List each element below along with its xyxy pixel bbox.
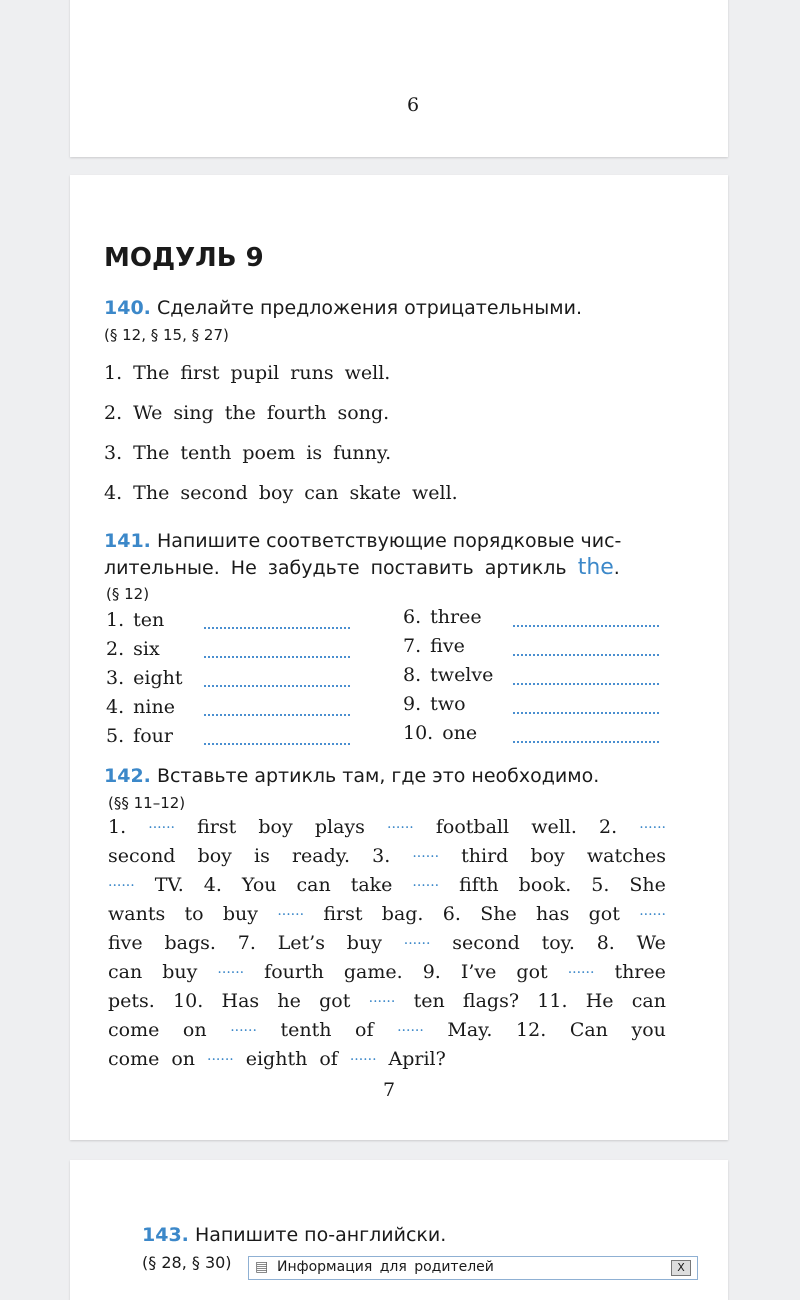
- answer-blank[interactable]: [513, 741, 659, 743]
- page-8: [70, 1160, 728, 1300]
- numeral-item: 8. twelve: [403, 664, 494, 686]
- word: TV.: [154, 874, 184, 896]
- word: come: [108, 1048, 160, 1070]
- word: come: [108, 1019, 160, 1041]
- numeral-item: 5. four: [106, 725, 173, 747]
- exercise-143-heading: [142, 1224, 446, 1246]
- word: on: [171, 1048, 196, 1070]
- exercise-number: 140.: [104, 297, 151, 319]
- answer-blank[interactable]: ......: [639, 816, 666, 832]
- word: to: [184, 903, 204, 925]
- exercise-number: 143.: [142, 1224, 189, 1246]
- word: 9.: [422, 961, 441, 983]
- word: ten: [413, 990, 445, 1012]
- exercise-title: Сделайте предложения отрицательными.: [156, 297, 583, 319]
- word: take: [350, 874, 393, 896]
- word: can: [296, 874, 331, 896]
- exercise-ref: (§ 12, § 15, § 27): [104, 326, 229, 344]
- document-icon: ▤: [255, 1259, 269, 1275]
- answer-blank[interactable]: ......: [108, 874, 135, 890]
- word: ready.: [291, 845, 351, 867]
- paragraph-line: [108, 874, 666, 896]
- word: She: [629, 874, 666, 896]
- word: first: [323, 903, 363, 925]
- module-title: МОДУЛЬ 9: [104, 243, 264, 273]
- word: you: [631, 1019, 666, 1041]
- numeral-item: 3. eight: [106, 667, 183, 689]
- word: eighth: [245, 1048, 308, 1070]
- word: buy: [162, 961, 198, 983]
- word: boy: [258, 816, 293, 838]
- answer-blank[interactable]: [204, 627, 350, 629]
- sentence: 1. The first pupil runs well.: [104, 362, 391, 384]
- page-number: 7: [383, 1079, 396, 1101]
- page-7: [70, 175, 728, 1140]
- info-bar-label: Информация для родителей: [277, 1259, 494, 1275]
- paragraph-line: [108, 932, 666, 954]
- word: Let’s: [277, 932, 325, 954]
- word: fourth: [264, 961, 324, 983]
- word: is: [254, 845, 270, 867]
- word: three: [614, 961, 666, 983]
- exercise-ref: (§ 12): [106, 585, 150, 603]
- word: You: [241, 874, 277, 896]
- answer-blank[interactable]: ......: [349, 1048, 377, 1064]
- answer-blank[interactable]: [204, 656, 350, 658]
- word: Can: [569, 1019, 608, 1041]
- numeral-item: 6. three: [403, 606, 482, 628]
- answer-blank[interactable]: ......: [230, 1019, 257, 1035]
- answer-blank[interactable]: ......: [148, 816, 175, 832]
- paragraph-line: [108, 1048, 446, 1070]
- word: 2.: [599, 816, 618, 838]
- word: 7.: [237, 932, 256, 954]
- word: game.: [343, 961, 403, 983]
- answer-blank[interactable]: [513, 654, 659, 656]
- word: football: [435, 816, 510, 838]
- page-6: [70, 0, 728, 157]
- close-button[interactable]: X: [671, 1260, 691, 1276]
- word: I’ve: [460, 961, 497, 983]
- word: toy.: [541, 932, 575, 954]
- word: boy: [197, 845, 232, 867]
- paragraph-line: [108, 990, 666, 1012]
- answer-blank[interactable]: [513, 625, 659, 627]
- answer-blank[interactable]: ......: [217, 961, 245, 977]
- page-number: 6: [407, 94, 420, 116]
- sentence: 2. We sing the fourth song.: [104, 402, 390, 424]
- exercise-number: 142.: [104, 765, 151, 787]
- exercise-title-cont: [104, 555, 620, 580]
- word: watches: [586, 845, 666, 867]
- word: 3.: [372, 845, 391, 867]
- word: got: [588, 903, 620, 925]
- word: We: [636, 932, 666, 954]
- word: tenth: [280, 1019, 332, 1041]
- numeral-item: 4. nine: [106, 696, 175, 718]
- word: book.: [518, 874, 572, 896]
- exercise-140-heading: [104, 297, 582, 319]
- answer-blank[interactable]: [204, 685, 350, 687]
- exercise-title: Вставьте артикль там, где это необходимо.: [156, 765, 600, 787]
- word: he: [277, 990, 301, 1012]
- word: of: [355, 1019, 374, 1041]
- numeral-item: 10. one: [403, 722, 478, 744]
- word: buy: [222, 903, 259, 925]
- numeral-item: 2. six: [106, 638, 160, 660]
- word: got: [516, 961, 548, 983]
- paragraph-line: [108, 845, 666, 867]
- numeral-item: 7. five: [403, 635, 465, 657]
- word: April?: [388, 1048, 446, 1070]
- word: five: [108, 932, 143, 954]
- exercise-title: Напишите по-английски.: [194, 1224, 447, 1246]
- word: Has: [221, 990, 260, 1012]
- answer-blank[interactable]: ......: [412, 845, 440, 861]
- word: got: [319, 990, 351, 1012]
- word: 10.: [173, 990, 204, 1012]
- word: 12.: [516, 1019, 547, 1041]
- numeral-item: 1. ten: [106, 609, 165, 631]
- answer-blank[interactable]: ......: [567, 961, 595, 977]
- paragraph-line: [108, 961, 666, 983]
- word: second: [452, 932, 520, 954]
- word: first: [197, 816, 237, 838]
- word: can: [631, 990, 666, 1012]
- answer-blank[interactable]: ......: [277, 903, 305, 919]
- answer-blank[interactable]: ......: [403, 932, 431, 948]
- parent-info-bar[interactable]: [248, 1256, 698, 1280]
- word: on: [182, 1019, 207, 1041]
- word: plays: [314, 816, 365, 838]
- word: 1.: [108, 816, 127, 838]
- answer-blank[interactable]: [204, 743, 350, 745]
- answer-blank[interactable]: [513, 712, 659, 714]
- word: well.: [531, 816, 577, 838]
- word: 8.: [596, 932, 615, 954]
- word: 5.: [591, 874, 610, 896]
- answer-blank[interactable]: ......: [387, 816, 414, 832]
- word: 11.: [537, 990, 568, 1012]
- word: boy: [530, 845, 565, 867]
- sentence: 4. The second boy can skate well.: [104, 482, 458, 504]
- answer-blank[interactable]: ......: [368, 990, 396, 1006]
- numeral-item: 9. two: [403, 693, 466, 715]
- word: of: [319, 1048, 338, 1070]
- period: .: [613, 557, 620, 579]
- exercise-141-heading: [104, 530, 621, 552]
- exercise-ref: (§§ 11–12): [108, 794, 186, 812]
- word: 4.: [203, 874, 222, 896]
- word: wants: [108, 903, 166, 925]
- answer-blank[interactable]: [513, 683, 659, 685]
- article-the: the: [577, 555, 614, 580]
- exercise-142-heading: [104, 765, 599, 787]
- word: buy: [346, 932, 382, 954]
- answer-blank[interactable]: ......: [397, 1019, 424, 1035]
- word: can: [108, 961, 143, 983]
- answer-blank[interactable]: ......: [412, 874, 440, 890]
- answer-blank[interactable]: ......: [207, 1048, 234, 1064]
- word: third: [461, 845, 509, 867]
- answer-blank[interactable]: ......: [639, 903, 666, 919]
- paragraph-line: [108, 1019, 666, 1041]
- paragraph-line: [108, 816, 666, 838]
- word: pets.: [108, 990, 155, 1012]
- word: bag.: [381, 903, 424, 925]
- title-text: лительные. Не забудьте поставить артикль: [104, 557, 567, 579]
- word: 6.: [442, 903, 461, 925]
- word: second: [108, 845, 176, 867]
- paragraph-line: [108, 903, 666, 925]
- exercise-number: 141.: [104, 530, 151, 552]
- answer-blank[interactable]: [204, 714, 350, 716]
- word: He: [585, 990, 614, 1012]
- word: fifth: [459, 874, 499, 896]
- word: flags?: [462, 990, 520, 1012]
- word: She: [480, 903, 517, 925]
- word: has: [536, 903, 570, 925]
- exercise-ref: (§ 28, § 30): [142, 1253, 232, 1272]
- word: May.: [447, 1019, 493, 1041]
- word: bags.: [164, 932, 216, 954]
- exercise-title: Напишите соответствующие порядковые чис-: [156, 530, 622, 552]
- sentence: 3. The tenth poem is funny.: [104, 442, 392, 464]
